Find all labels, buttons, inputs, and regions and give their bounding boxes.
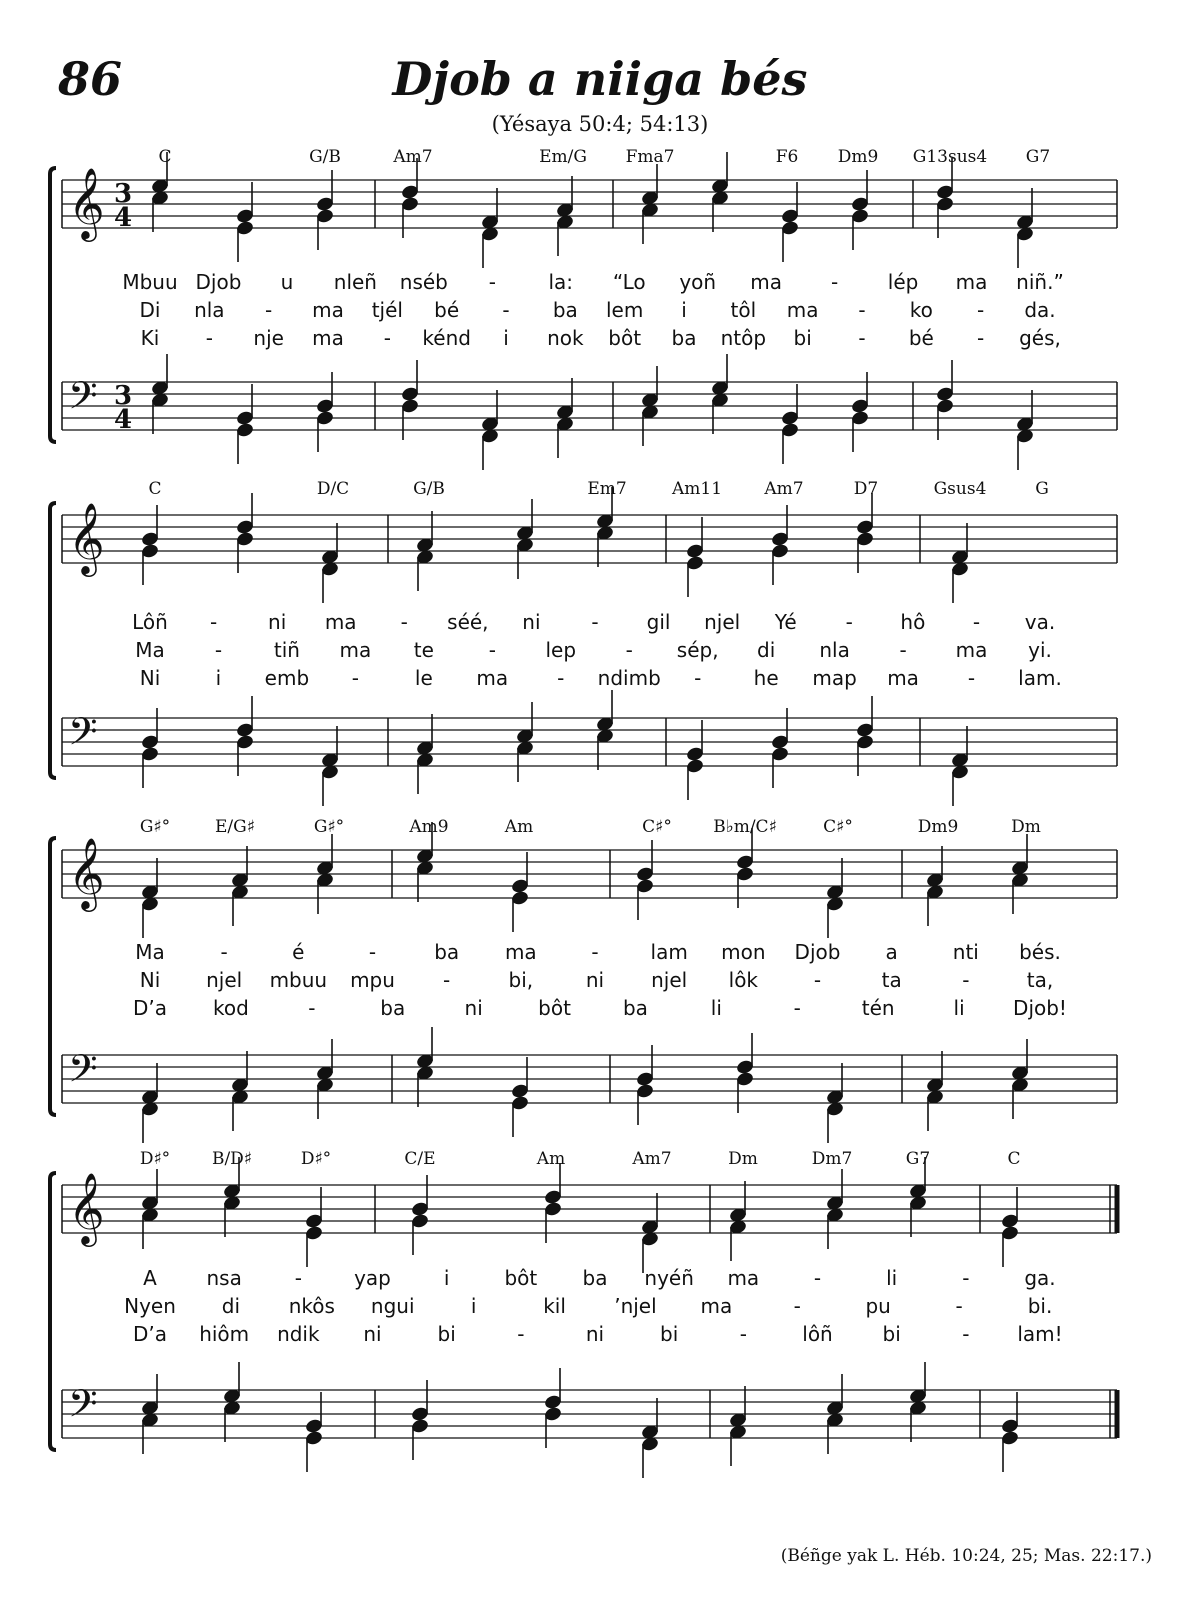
time-signature-top: 3 [114,179,133,209]
lyric-syllable: - [294,1266,302,1290]
note [780,384,799,464]
lyric-syllable: - [400,610,408,634]
system-bracket [50,503,56,778]
note [410,1175,429,1255]
lyric-syllable: nti [952,940,979,964]
scripture-reference: (Yésaya 50:4; 54:13) [491,112,709,136]
lyric-syllable: yi. [1028,638,1052,662]
lyric-syllable: ma [339,638,372,662]
lyric-syllable: gés, [1019,326,1061,350]
lyric-syllable: - [517,1322,525,1346]
lyric-syllable: tôl [730,298,757,322]
lyric-syllable: - [502,298,510,322]
chord-symbol: C/E [404,1149,436,1169]
chord-symbol: E/G♯ [215,817,255,837]
chord-symbol: Dm9 [917,817,959,837]
lyric-syllable: ma [750,270,783,294]
lyric-syllable: - [967,666,976,690]
lyric-syllable: ni [268,610,287,634]
system-4 [50,1149,1117,1478]
lyric-syllable: - [977,326,985,350]
lyric-syllable: nok [547,326,584,350]
lyric-syllable: ma [955,270,988,294]
chord-symbol: D/C [316,479,350,499]
chord-symbol: Am9 [409,817,449,837]
lyric-syllable: ma [786,298,819,322]
note [140,505,159,585]
chord-symbol: Am7 [632,1149,672,1169]
lyric-syllable: nla [194,298,225,322]
chord-symbol: G/B [309,147,341,167]
note [770,708,789,788]
lyric-syllable: - [557,666,565,690]
lyric-syllable: - [488,638,496,662]
lyric-syllable: di [757,638,776,662]
lyric-syllable: - [793,996,801,1020]
note [635,1045,654,1125]
chord-symbol: G♯° [313,817,345,837]
lyric-syllable: - [443,968,451,992]
lyric-syllable: a [885,940,898,964]
lyric-syllable: séé, [447,610,489,634]
note [935,360,954,440]
bass-staff [62,354,1117,470]
lyric-syllable: lam! [1017,1322,1063,1346]
lyric-syllable: la: [548,270,574,294]
system-3 [50,817,1117,1143]
chord-symbol: Em7 [587,479,627,499]
lyric-syllable: ma [476,666,509,690]
lyric-syllable: mpu [350,968,395,992]
lyric-syllable: di [221,1294,241,1318]
lyric-syllable: é [292,940,305,964]
lyric-syllable: bôt [504,1266,538,1290]
lyric-syllable: ma [700,1294,733,1318]
lyric-syllable: Djob [794,940,841,964]
lyric-syllable: li [953,996,965,1020]
lyric-syllable: bés. [1019,940,1061,964]
lyric-syllable: ni [522,610,541,634]
lyric-syllable: ni [464,996,483,1020]
chord-symbol: Am7 [764,479,804,499]
bass-clef-icon: 𝄢 [68,709,98,763]
lyric-syllable: - [955,1294,963,1318]
chord-symbol: B♭m/C♯ [713,817,777,837]
lyric-syllable: bi [437,1322,456,1346]
lyric-syllable: u [280,270,294,294]
lyric-syllable: map [812,666,857,690]
lyric-syllable: i [443,1266,450,1290]
lyric-syllable: ba [380,996,406,1020]
chord-symbol: Am7 [393,147,433,167]
chord-symbol: C [148,479,162,499]
lyric-syllable: lôk [728,968,759,992]
lyric-syllable: - [591,610,599,634]
chord-symbol: Em/G [539,147,587,167]
footer-references: (Béñge yak L. Héb. 10:24, 25; Mas. 22:17.) [780,1546,1152,1566]
lyric-syllable: mbuu [269,968,328,992]
chord-symbol: B/D♯ [211,1149,253,1169]
lyric-syllable: Di [139,298,161,322]
chord-symbol: G7 [1025,147,1051,167]
lyric-syllable: - [845,610,853,634]
treble-staff [62,1157,1117,1273]
lyric-syllable: te [413,638,434,662]
lyric-syllable: - [972,610,981,634]
lyric-syllable: - [383,326,391,350]
note [850,372,869,452]
note [400,158,419,238]
note [235,696,254,776]
note [780,182,799,262]
lyric-syllable: bé [908,326,934,350]
lyric-syllable: kil [543,1294,566,1318]
lyric-syllable: “Lo [612,270,646,294]
bass-clef-icon: 𝄢 [68,373,98,427]
lyric-syllable: emb [264,666,310,690]
lyric-syllable: njel [704,610,741,634]
lyric-syllable: - [899,638,907,662]
chord-symbol: Fma7 [625,147,675,167]
bass-staff [62,1027,1117,1143]
lyric-syllable: i [503,326,509,350]
chord-symbol: D♯° [139,1149,171,1169]
note [510,1057,529,1137]
lyric-syllable: ’njel [614,1294,657,1318]
lyric-syllable: bé [434,298,460,322]
lyric-syllable: yap [354,1266,391,1290]
note [1000,1392,1019,1472]
lyric-syllable: le [414,666,433,690]
lyric-syllable: ni [585,1322,605,1346]
lyric-syllable: A [143,1266,157,1290]
lyric-syllable: Ma [135,638,165,662]
treble-staff [62,152,1117,268]
lyric-syllable: lam. [1018,666,1062,690]
hymn-title: Djob a niiga bés [392,52,808,106]
chord-symbol: G/B [413,479,445,499]
lyric-syllable: i [215,666,222,690]
lyric-syllable: - [977,298,985,322]
chord-symbol: Am [536,1149,566,1169]
lyric-syllable: ma [312,298,344,322]
chord-symbol: Dm9 [837,147,879,167]
lyric-syllable: da. [1024,298,1056,322]
lyric-syllable: ba [671,326,697,350]
lyric-syllable: - [962,968,970,992]
note [315,372,334,452]
lyric-syllable: - [793,1294,801,1318]
note [685,720,704,800]
bass-clef-icon: 𝄢 [68,1046,98,1100]
lyric-syllable: ta, [1026,968,1054,992]
lyric-syllable: - [831,270,839,294]
chord-symbol: C♯° [823,817,853,837]
lyric-syllable: Mbuu [122,270,178,294]
lyric-syllable: mon [721,940,766,964]
treble-clef-icon: 𝄞 [68,1171,105,1244]
lyric-syllable: lép [887,270,919,294]
chord-symbol: G7 [905,1149,931,1169]
note [235,493,254,573]
bass-staff [62,1362,1117,1478]
lyric-syllable: ko [909,298,933,322]
chord-symbol: F6 [775,147,799,167]
note [315,170,334,250]
lyric-syllable: i [470,1294,477,1318]
lyric-syllable: ma [504,940,537,964]
system-2 [50,479,1117,806]
lyric-syllable: Lôñ [132,610,168,634]
note [735,1033,754,1113]
chord-symbol: Am11 [671,479,723,499]
chord-symbol: G [1035,479,1049,499]
note [543,1163,562,1243]
lyric-syllable: - [265,298,273,322]
chord-symbol: C♯° [642,817,672,837]
note [304,1187,323,1267]
lyric-syllable: Ni [139,666,161,690]
chord-symbol: C [1007,1149,1021,1169]
lyric-syllable: bi, [508,968,534,992]
treble-clef-icon: 𝄞 [68,166,105,239]
lyric-syllable: - [591,940,599,964]
lyric-syllable: ba [582,1266,608,1290]
lyric-syllable: - [488,270,496,294]
lyric-syllable: hiôm [199,1322,250,1346]
chord-symbol: Dm7 [811,1149,853,1169]
lyric-syllable: niñ.” [1016,270,1064,294]
chord-symbol: Am [504,817,534,837]
time-signature-bottom: 4 [114,405,133,435]
lyric-syllable: tjél [371,298,403,322]
lyric-syllable: bôt [538,996,571,1020]
system-bracket [50,1173,56,1450]
time-signature-top: 3 [114,381,133,411]
chord-symbol: Gsus4 [933,479,987,499]
lyric-syllable: va. [1024,610,1056,634]
treble-clef-icon: 𝄞 [68,501,105,574]
note [410,1380,429,1460]
lyric-syllable: lôñ [802,1322,833,1346]
lyric-syllable: gil [646,610,671,634]
lyric-syllable: Djob! [1013,996,1067,1020]
note [400,360,419,440]
lyric-syllable: Djob [195,270,242,294]
lyric-syllable: lem [605,298,644,322]
lyric-syllable: ma [312,326,344,350]
lyric-syllable: bi. [1027,1294,1053,1318]
lyric-syllable: nsa [206,1266,242,1290]
lyric-syllable: yoñ [679,270,717,294]
lyric-syllable: - [694,666,702,690]
chord-symbol: G13sus4 [912,147,988,167]
lyric-syllable: njel [651,968,688,992]
lyric-syllable: i [681,298,687,322]
lyric-syllable: njel [206,968,243,992]
chord-symbol: Dm [728,1149,758,1169]
lyric-syllable: Ni [139,968,161,992]
chord-symbol: Dm [1011,817,1041,837]
lyric-syllable: Yé [774,610,797,634]
note [770,505,789,585]
lyric-syllable: ma [955,638,988,662]
lyric-syllable: - [858,326,866,350]
note [235,384,254,464]
lyric-syllable: - [351,666,359,690]
lyric-syllable: sép, [676,638,719,662]
lyric-syllable: D’a [132,996,168,1020]
lyric-syllable: ga. [1024,1266,1056,1290]
note [685,517,704,597]
lyric-syllable: Nyen [124,1294,176,1318]
note [850,170,869,250]
lyric-syllable: - [205,326,213,350]
lyric-syllable: nje [253,326,284,350]
lyric-syllable: tiñ [273,638,300,662]
lyric-syllable: nkôs [288,1294,335,1318]
lyric-syllable: ba [622,996,648,1020]
lyric-syllable: hô [900,610,926,634]
note [855,696,874,776]
bass-clef-icon: 𝄢 [68,1381,98,1435]
note [735,828,754,908]
lyric-syllable: - [813,1266,822,1290]
note [935,158,954,238]
lyric-syllable: ni [585,968,605,992]
system-1 [50,147,1117,470]
lyric-syllable: - [962,1322,970,1346]
lyric-syllable: ba [434,940,460,964]
note [304,1392,323,1472]
lyric-syllable: - [214,638,223,662]
treble-staff [62,487,1117,603]
treble-clef-icon: 𝄞 [68,836,105,909]
lyric-syllable: pu [865,1294,891,1318]
lyric-syllable: - [962,1266,970,1290]
lyric-syllable: - [813,968,822,992]
note [855,493,874,573]
bass-staff [62,690,1117,806]
note [235,182,254,262]
chord-symbol: C [158,147,172,167]
lyric-syllable: - [625,638,633,662]
lyric-syllable: nyéñ [644,1266,694,1290]
lyric-syllable: ma [727,1266,760,1290]
lyric-syllable: lam [650,940,688,964]
lyric-syllable: ngui [370,1294,415,1318]
lyric-syllable: ma [887,666,919,690]
lyric-syllable: lep [545,638,577,662]
lyric-syllable: ni [363,1322,382,1346]
lyric-syllable: D’a [132,1322,168,1346]
note [543,1368,562,1448]
lyric-syllable: bi [882,1322,901,1346]
lyric-syllable: ba [552,298,578,322]
system-bracket [50,168,56,442]
lyric-syllable: kénd [422,326,471,350]
lyric-syllable: - [368,940,377,964]
lyric-syllable: ndimb [597,666,661,690]
chord-symbol: D♯° [300,1149,332,1169]
note [510,852,529,932]
system-bracket [50,838,56,1115]
lyric-syllable: ndik [277,1322,320,1346]
chord-symbol: G♯° [139,817,171,837]
lyric-syllable: bôt [608,326,642,350]
treble-staff [62,822,1117,938]
lyric-syllable: - [858,298,866,322]
lyric-syllable: bi [660,1322,679,1346]
lyric-syllable: ntôp [720,326,767,350]
lyric-syllable: Ma [135,940,165,964]
time-signature-bottom: 4 [114,203,133,233]
lyric-syllable: nla [819,638,850,662]
lyric-syllable: nleñ [333,270,377,294]
lyric-syllable: - [308,996,316,1020]
lyric-syllable: li [710,996,722,1020]
lyric-syllable: - [209,610,218,634]
note [1000,1187,1019,1267]
lyric-syllable: - [739,1322,747,1346]
note [635,840,654,920]
lyric-syllable: ma [324,610,357,634]
lyric-syllable: ta [881,968,902,992]
lyric-syllable: - [220,940,228,964]
lyric-syllable: li [886,1266,898,1290]
hymn-number: 86 [58,52,123,106]
lyric-syllable: he [753,666,779,690]
note [140,708,159,788]
chord-symbol: D7 [853,479,879,499]
lyric-syllable: bi [793,326,812,350]
lyric-syllable: tén [861,996,895,1020]
lyric-syllable: nséb [399,270,448,294]
lyric-syllable: kod [213,996,249,1020]
lyric-syllable: Ki [140,326,160,350]
